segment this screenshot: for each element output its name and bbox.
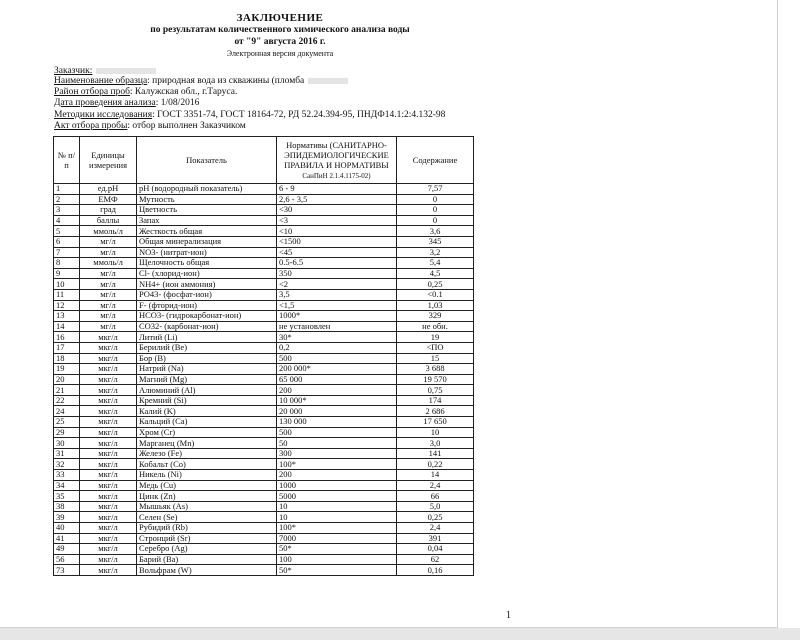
table-row [54, 279, 474, 290]
cell-num: 8 [54, 258, 80, 269]
sample-label: Наименование образца [54, 76, 148, 86]
table-row [54, 205, 474, 216]
cell-num: 17 [54, 342, 80, 353]
cell-value: 10 [397, 427, 474, 438]
cell-unit: ед.pH [80, 184, 137, 195]
table-row [54, 427, 474, 438]
cell-unit: мкг/л [80, 342, 137, 353]
cell-norm: 130 000 [277, 417, 397, 428]
cell-value: 0,22 [397, 459, 474, 470]
cell-norm: 500 [277, 427, 397, 438]
cell-num: 30 [54, 438, 80, 449]
cell-num: 12 [54, 300, 80, 311]
methods-label: Методики исследования [54, 110, 153, 120]
cell-num: 19 [54, 364, 80, 375]
cell-indicator: Общая минерализация [137, 236, 277, 247]
results-table [53, 136, 474, 576]
cell-value: 0 [397, 215, 474, 226]
table-row [54, 417, 474, 428]
cell-unit: мкг/л [80, 448, 137, 459]
cell-norm: 1000 [277, 480, 397, 491]
cell-indicator: Запах [137, 215, 277, 226]
cell-num: 16 [54, 332, 80, 343]
table-row [54, 332, 474, 343]
cell-indicator: PO43- (фосфат-ион) [137, 289, 277, 300]
cell-norm: 7000 [277, 533, 397, 544]
cell-num: 49 [54, 544, 80, 555]
cell-value: 14 [397, 470, 474, 481]
table-header-row [54, 137, 474, 184]
cell-indicator: Медь (Cu) [137, 480, 277, 491]
table-row [54, 565, 474, 576]
cell-value: 15 [397, 353, 474, 364]
table-row [54, 501, 474, 512]
cell-value: 141 [397, 448, 474, 459]
cell-value: 66 [397, 491, 474, 502]
table-row [54, 533, 474, 544]
cell-indicator: Натрий (Na) [137, 364, 277, 375]
cell-unit: мг/л [80, 311, 137, 322]
table-row [54, 385, 474, 396]
cell-unit: мкг/л [80, 427, 137, 438]
header-norm-ref: СанПиН 2.1.4.1175-02) [302, 171, 371, 180]
cell-value: 2 686 [397, 406, 474, 417]
cell-indicator: Марганец (Mn) [137, 438, 277, 449]
table-row [54, 194, 474, 205]
table-row [54, 459, 474, 470]
cell-unit: мкг/л [80, 544, 137, 555]
cell-num: 5 [54, 226, 80, 237]
cell-num: 31 [54, 448, 80, 459]
table-row [54, 406, 474, 417]
cell-indicator: NH4+ (ион аммония) [137, 279, 277, 290]
cell-norm: 10 [277, 512, 397, 523]
cell-unit: мг/л [80, 236, 137, 247]
cell-norm: 350 [277, 268, 397, 279]
cell-norm: 20 000 [277, 406, 397, 417]
cell-indicator: Цветность [137, 205, 277, 216]
cell-indicator: F- (фторид-ион) [137, 300, 277, 311]
table-row [54, 491, 474, 502]
cell-unit: мг/л [80, 279, 137, 290]
customer-label: Заказчик: [54, 66, 93, 76]
cell-value: 5,4 [397, 258, 474, 269]
document-title: ЗАКЛЮЧЕНИЕ [236, 12, 324, 24]
cell-norm: <3 [277, 215, 397, 226]
cell-unit: мкг/л [80, 523, 137, 534]
cell-norm: 1000* [277, 311, 397, 322]
cell-unit: мкг/л [80, 364, 137, 375]
region-line [54, 87, 237, 98]
cell-value: 7,57 [397, 184, 474, 195]
cell-indicator: Кальций (Ca) [137, 417, 277, 428]
cell-value: 2,4 [397, 523, 474, 534]
cell-unit: мкг/л [80, 554, 137, 565]
cell-unit: мкг/л [80, 533, 137, 544]
cell-unit: ммоль/л [80, 226, 137, 237]
cell-unit: мг/л [80, 268, 137, 279]
region-label: Район отбора проб [54, 87, 130, 97]
cell-norm: 50 [277, 438, 397, 449]
cell-indicator: Хром (Cr) [137, 427, 277, 438]
cell-indicator: Жесткость общая [137, 226, 277, 237]
cell-norm: <10 [277, 226, 397, 237]
cell-indicator: Цинк (Zn) [137, 491, 277, 502]
cell-num: 18 [54, 353, 80, 364]
cell-num: 21 [54, 385, 80, 396]
cell-indicator: Калий (K) [137, 406, 277, 417]
table-row [54, 226, 474, 237]
cell-unit: мг/л [80, 300, 137, 311]
cell-value: 3 688 [397, 364, 474, 375]
table-row [54, 300, 474, 311]
cell-num: 20 [54, 374, 80, 385]
date-label: Дата проведения анализа [54, 98, 156, 108]
cell-norm: 65 000 [277, 374, 397, 385]
table-row [54, 289, 474, 300]
cell-value: 0,75 [397, 385, 474, 396]
cell-num: 13 [54, 311, 80, 322]
cell-norm: 50* [277, 544, 397, 555]
cell-indicator: Мышьяк (As) [137, 501, 277, 512]
cell-num: 22 [54, 395, 80, 406]
cell-unit: мкг/л [80, 459, 137, 470]
cell-unit: мкг/л [80, 374, 137, 385]
table-row [54, 554, 474, 565]
cell-indicator: Берилий (Be) [137, 342, 277, 353]
cell-value: 19 [397, 332, 474, 343]
cell-value: 345 [397, 236, 474, 247]
cell-norm: <1,5 [277, 300, 397, 311]
table-row [54, 342, 474, 353]
cell-num: 40 [54, 523, 80, 534]
cell-num: 38 [54, 501, 80, 512]
cell-unit: мкг/л [80, 438, 137, 449]
cell-norm: 100 [277, 554, 397, 565]
page-number: 1 [506, 610, 511, 621]
table-row [54, 247, 474, 258]
cell-value: 3,6 [397, 226, 474, 237]
cell-value: 19 570 [397, 374, 474, 385]
cell-norm: 0,2 [277, 342, 397, 353]
cell-value: <ПО [397, 342, 474, 353]
cell-value: 0,25 [397, 512, 474, 523]
cell-unit: мкг/л [80, 332, 137, 343]
cell-value: 2,4 [397, 480, 474, 491]
cell-value: 5,0 [397, 501, 474, 512]
table-row [54, 523, 474, 534]
cell-num: 25 [54, 417, 80, 428]
cell-num: 9 [54, 268, 80, 279]
viewer-bottom-bar [0, 628, 800, 640]
cell-indicator: Рубидий (Rb) [137, 523, 277, 534]
cell-unit: баллы [80, 215, 137, 226]
cell-indicator: NO3- (нитрат-ион) [137, 247, 277, 258]
cell-indicator: Кобальт (Co) [137, 459, 277, 470]
cell-norm: 3,5 [277, 289, 397, 300]
header-unit: Единицы измерения [80, 137, 137, 184]
table-row [54, 438, 474, 449]
cell-value: 0,04 [397, 544, 474, 555]
cell-indicator: Вольфрам (W) [137, 565, 277, 576]
cell-norm: 200 000* [277, 364, 397, 375]
cell-unit: мкг/л [80, 491, 137, 502]
cell-value: 174 [397, 395, 474, 406]
cell-norm: <30 [277, 205, 397, 216]
page-right-edge [777, 0, 778, 628]
header-num: № п/п [54, 137, 80, 184]
header-value: Содержание [397, 137, 474, 184]
methods-value: : ГОСТ 3351-74, ГОСТ 18164-72, РД 52.24.394-95, ПНДФ14.1:2:4.132-98 [152, 110, 446, 120]
date-line [54, 98, 199, 109]
cell-num: 41 [54, 533, 80, 544]
document-subtitle: по результатам количественного химического анализа воды [150, 25, 410, 35]
cell-value: не обн. [397, 321, 474, 332]
table-row [54, 448, 474, 459]
cell-num: 35 [54, 491, 80, 502]
cell-indicator: Щелочность общая [137, 258, 277, 269]
table-row [54, 480, 474, 491]
cell-indicator: Мутность [137, 194, 277, 205]
cell-num: 4 [54, 215, 80, 226]
sample-value: : природная вода из скважины (пломба [147, 76, 305, 86]
cell-num: 1 [54, 184, 80, 195]
header-indicator: Показатель [137, 137, 277, 184]
cell-num: 14 [54, 321, 80, 332]
cell-indicator: HCO3- (гидрокарбонат-ион) [137, 311, 277, 322]
cell-value: 0,25 [397, 279, 474, 290]
table-row [54, 236, 474, 247]
cell-num: 24 [54, 406, 80, 417]
region-value: : Калужская обл., г.Таруса. [129, 87, 238, 97]
act-line [54, 121, 246, 132]
cell-value: 0 [397, 194, 474, 205]
table-row [54, 544, 474, 555]
cell-norm: 300 [277, 448, 397, 459]
cell-indicator: Магний (Mg) [137, 374, 277, 385]
header-norm [277, 137, 397, 184]
cell-unit: мкг/л [80, 512, 137, 523]
table-row [54, 321, 474, 332]
cell-value: 62 [397, 554, 474, 565]
cell-indicator: Литий (Li) [137, 332, 277, 343]
cell-value: <0.1 [397, 289, 474, 300]
cell-norm: 500 [277, 353, 397, 364]
cell-indicator: Серебро (Ag) [137, 544, 277, 555]
cell-value: 4,5 [397, 268, 474, 279]
cell-num: 10 [54, 279, 80, 290]
act-value: : отбор выполнен Заказчиком [127, 121, 246, 131]
cell-num: 3 [54, 205, 80, 216]
cell-norm: <45 [277, 247, 397, 258]
sample-line [54, 76, 348, 87]
cell-norm: 50* [277, 565, 397, 576]
cell-value: 3,0 [397, 438, 474, 449]
cell-norm: <1500 [277, 236, 397, 247]
cell-norm: <2 [277, 279, 397, 290]
header-norm-text: Нормативы (САНИТАРНО-ЭПИДЕМИОЛОГИЧЕСКИЕ ПРАВИЛА И НОРМАТИВЫ [284, 139, 389, 170]
cell-value: 17 650 [397, 417, 474, 428]
cell-value: 0 [397, 205, 474, 216]
cell-unit: мкг/л [80, 501, 137, 512]
cell-norm: 30* [277, 332, 397, 343]
cell-norm: 10 000* [277, 395, 397, 406]
cell-norm: не установлен [277, 321, 397, 332]
cell-unit: мг/л [80, 247, 137, 258]
cell-norm: 200 [277, 385, 397, 396]
cell-unit: мкг/л [80, 385, 137, 396]
document-date: от "9" августа 2016 г. [234, 37, 326, 47]
cell-indicator: pH (водородный показатель) [137, 184, 277, 195]
cell-num: 29 [54, 427, 80, 438]
redacted-block [96, 68, 156, 74]
cell-num: 2 [54, 194, 80, 205]
cell-value: 329 [397, 311, 474, 322]
cell-indicator: Барий (Ba) [137, 554, 277, 565]
table-row [54, 311, 474, 322]
cell-norm: 0.5-6.5 [277, 258, 397, 269]
cell-num: 73 [54, 565, 80, 576]
cell-unit: град [80, 205, 137, 216]
cell-indicator: Селен (Se) [137, 512, 277, 523]
cell-value: 0,16 [397, 565, 474, 576]
table-row [54, 268, 474, 279]
cell-unit: мкг/л [80, 395, 137, 406]
methods-line [54, 110, 445, 121]
cell-num: 33 [54, 470, 80, 481]
date-value: : 1/08/2016 [155, 98, 200, 108]
cell-unit: мкг/л [80, 406, 137, 417]
cell-num: 39 [54, 512, 80, 523]
cell-indicator: Стронций (Sr) [137, 533, 277, 544]
cell-unit: мг/л [80, 289, 137, 300]
cell-indicator: Бор (B) [137, 353, 277, 364]
table-row [54, 258, 474, 269]
table-row [54, 470, 474, 481]
cell-unit: мкг/л [80, 565, 137, 576]
cell-indicator: Алюминий (Al) [137, 385, 277, 396]
table-row [54, 395, 474, 406]
cell-norm: 200 [277, 470, 397, 481]
cell-num: 11 [54, 289, 80, 300]
cell-num: 56 [54, 554, 80, 565]
cell-indicator: Cl- (хлорид-ион) [137, 268, 277, 279]
cell-num: 34 [54, 480, 80, 491]
table-row [54, 512, 474, 523]
cell-unit: мкг/л [80, 480, 137, 491]
cell-norm: 100* [277, 459, 397, 470]
table-row [54, 374, 474, 385]
cell-indicator: Железо (Fe) [137, 448, 277, 459]
cell-norm: 5000 [277, 491, 397, 502]
cell-indicator: CO32- (карбонат-ион) [137, 321, 277, 332]
redacted-block [308, 78, 348, 84]
cell-num: 7 [54, 247, 80, 258]
cell-value: 3,2 [397, 247, 474, 258]
cell-norm: 2,6 - 3,5 [277, 194, 397, 205]
cell-indicator: Кремний (Si) [137, 395, 277, 406]
cell-value: 1,03 [397, 300, 474, 311]
cell-num: 32 [54, 459, 80, 470]
cell-unit: ммоль/л [80, 258, 137, 269]
table-row [54, 184, 474, 195]
cell-unit: мкг/л [80, 417, 137, 428]
cell-unit: мг/л [80, 321, 137, 332]
cell-norm: 10 [277, 501, 397, 512]
table-row [54, 353, 474, 364]
document-version-note: Электронная версия документа [226, 49, 334, 58]
cell-unit: мкг/л [80, 353, 137, 364]
cell-norm: 6 - 9 [277, 184, 397, 195]
act-label: Акт отбора пробы [54, 121, 128, 131]
cell-indicator: Никель (Ni) [137, 470, 277, 481]
cell-norm: 100* [277, 523, 397, 534]
cell-value: 391 [397, 533, 474, 544]
table-row [54, 215, 474, 226]
table-row [54, 364, 474, 375]
table-body [54, 184, 474, 576]
cell-unit: ЕМФ [80, 194, 137, 205]
cell-num: 6 [54, 236, 80, 247]
cell-unit: мкг/л [80, 470, 137, 481]
